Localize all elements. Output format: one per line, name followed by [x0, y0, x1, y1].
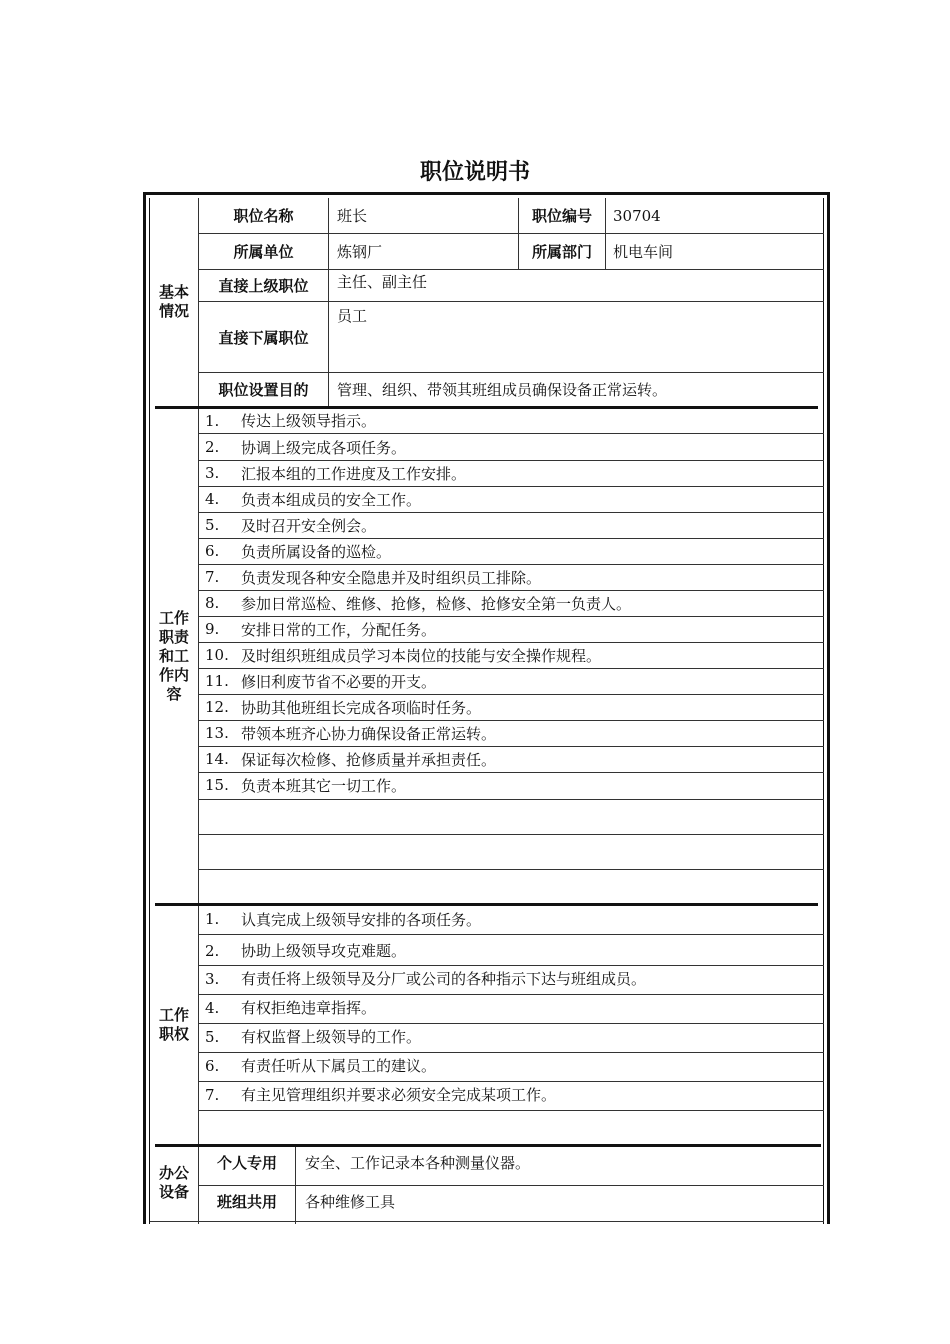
subordinate-label: 直接下属职位	[218, 328, 309, 347]
duty-row-line	[199, 834, 824, 835]
duty-item: 7. 负责发现各种安全隐患并及时组织员工排除。	[205, 568, 542, 587]
personal-equipment-value: 安全、工作记录本各种测量仪器。	[305, 1153, 531, 1172]
office-row-line	[199, 1221, 824, 1222]
frame-top-border	[143, 192, 830, 195]
position-name-label: 职位名称	[233, 207, 294, 225]
unit-label: 所属单位	[233, 243, 294, 261]
authority-section-label: 工作职权	[158, 1006, 189, 1043]
duty-item: 12. 协助其他班组长完成各项临时任务。	[205, 698, 482, 717]
duties-section-label: 工作职责和工作内容	[158, 608, 189, 703]
basic-section-label: 基本情况	[158, 283, 189, 320]
authority-item: 2. 协助上级领导攻克难题。	[205, 941, 407, 960]
frame-right-border	[827, 192, 830, 1224]
authority-item: 7. 有主见管理组织并要求必须安全完成某项工作。	[205, 1085, 557, 1104]
superior-value: 主任、副主任	[337, 272, 428, 291]
duty-item: 3. 汇报本组的工作进度及工作安排。	[205, 464, 467, 483]
position-name-value: 班长	[337, 207, 368, 225]
duty-item: 6. 负责所属设备的巡检。	[205, 542, 392, 561]
purpose-value: 管理、组织、带领其班组成员确保设备正常运转。	[337, 381, 668, 399]
purpose-label: 职位设置目的	[218, 381, 309, 399]
office-left-bottom	[150, 1221, 198, 1222]
job-description-form	[143, 192, 830, 1224]
duty-item: 13. 带领本班齐心协力确保设备正常运转。	[205, 724, 497, 743]
superior-label: 直接上级职位	[218, 277, 309, 295]
authority-item: 4. 有权拒绝违章指挥。	[205, 998, 377, 1017]
dept-label: 所属部门	[531, 243, 592, 261]
duty-item: 2. 协调上级完成各项任务。	[205, 438, 407, 457]
shared-equipment-value: 各种维修工具	[305, 1192, 396, 1211]
duty-item: 15. 负责本班其它一切工作。	[205, 776, 407, 795]
duty-item: 1. 传达上级领导指示。	[205, 411, 377, 430]
authority-row-line	[199, 934, 824, 935]
frame-left-border	[143, 192, 146, 1224]
duty-item: 11. 修旧利废节省不必要的开支。	[205, 672, 437, 691]
office-section-label: 办公设备	[158, 1164, 189, 1201]
duty-row-line	[199, 799, 824, 800]
dept-value: 机电车间	[613, 243, 674, 261]
position-no-label: 职位编号	[531, 207, 592, 225]
authority-item: 1. 认真完成上级领导安排的各项任务。	[205, 910, 482, 929]
personal-equipment-label: 个人专用	[216, 1153, 277, 1172]
duty-item: 10. 及时组织班组成员学习本岗位的技能与安全操作规程。	[205, 646, 602, 665]
duty-row-line	[199, 869, 824, 870]
subordinate-value: 员工	[337, 306, 368, 325]
duty-item: 4. 负责本组成员的安全工作。	[205, 490, 422, 509]
authority-item: 3. 有责任将上级领导及分厂或公司的各种指示下达与班组成员。	[205, 969, 647, 988]
position-no-value: 30704	[613, 206, 661, 225]
duty-item: 14. 保证每次检修、抢修质量并承担责任。	[205, 750, 497, 769]
authority-row-line	[199, 1110, 824, 1111]
authority-item: 5. 有权监督上级领导的工作。	[205, 1027, 422, 1046]
duty-item: 8. 参加日常巡检、维修、抢修，检修、抢修安全第一负责人。	[205, 594, 632, 613]
shared-equipment-label: 班组共用	[216, 1192, 277, 1211]
page-title: 职位说明书	[419, 160, 530, 185]
authority-item: 6. 有责任听从下属员工的建议。	[205, 1056, 437, 1075]
unit-value: 炼钢厂	[337, 243, 383, 261]
basic-col-divider-1	[328, 198, 329, 408]
duty-item: 9. 安排日常的工作，分配任务。	[205, 620, 437, 639]
duty-item: 5. 及时召开安全例会。	[205, 516, 377, 535]
